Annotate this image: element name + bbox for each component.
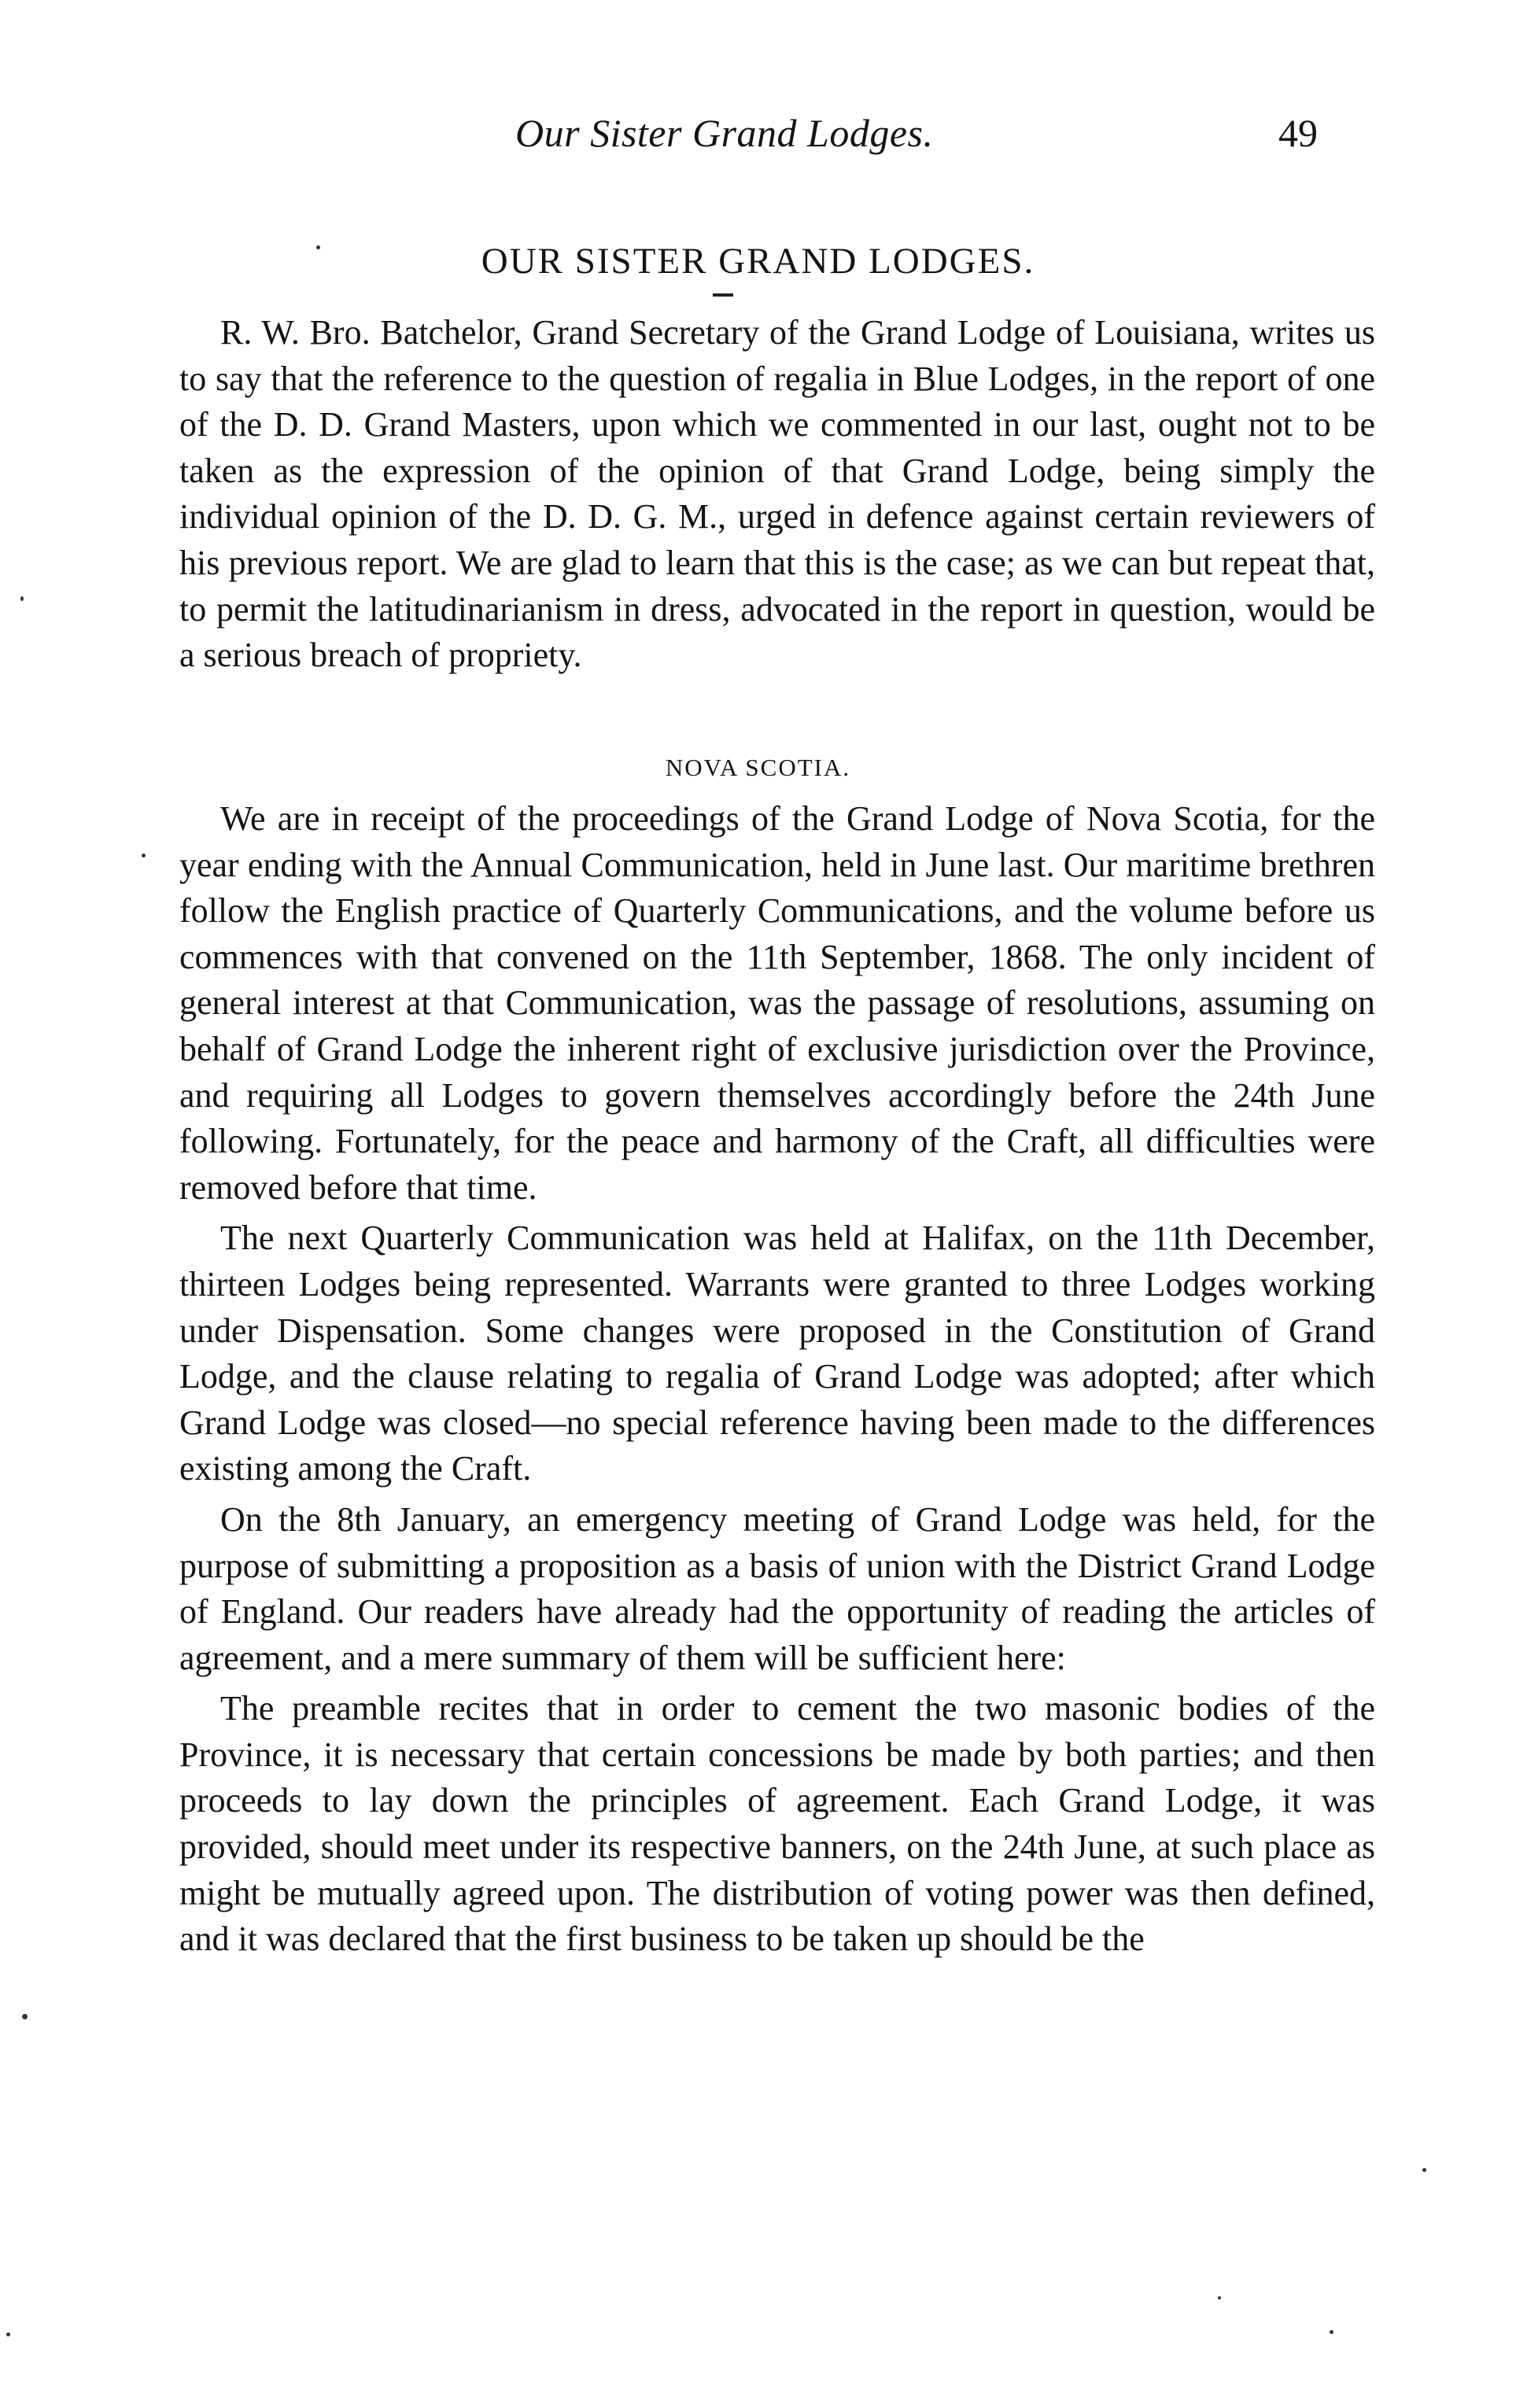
paragraph-3: On the 8th January, an emergency meeting of Grand Lodge was held, for the purpose of submitting a proposition as a basis of union with the District Grand Lodge of England. Our readers have already had the opportunity of reading the articles of agreement, and a mere summary of them will be sufficient here:	[179, 1499, 1375, 1677]
running-head: Our Sister Grand Lodges.	[515, 111, 934, 155]
paragraph-1: We are in receipt of the proceedings of the Grand Lodge of Nova Scotia, for the year ending with the Annual Communication, held in June last. Our maritime brethren follow the English practice of Quarterly Communications, and the volume before us commences with that convened on the 11th September, 1868. The only incident of general interest at that Communication, was the passage of resolutions, assuming on behalf of Grand Lodge the inherent right of exclusive jurisdiction over the Province, and requiring all Lodges to govern themselves accordingly before the 24th June following. Fortunately, for the peace and harmony of the Craft, all difficulties were removed before that time.	[179, 799, 1375, 1207]
scan-speck	[1218, 2296, 1221, 2299]
intro-section	[179, 310, 1375, 679]
scan-speck	[6, 2332, 10, 2336]
scan-speck	[1422, 2168, 1426, 2172]
scan-speck	[142, 854, 146, 857]
scan-speck	[316, 245, 320, 249]
page-number: 49	[1278, 111, 1318, 155]
paragraph-4: The preamble recites that in order to cement the two masonic bodies of the Province, it is necessary that certain concessions be made by both parties; and then proceeds to lay down the principles of agreement. Each Grand Lodge, it was provided, should meet under its respective banners, on the 24th June, at such place as might be mutually agreed upon. The distribution of voting power was then defined, and it was declared that the first business to be taken up should be the	[179, 1689, 1375, 1959]
intro-paragraph: R. W. Bro. Batchelor, Grand Secretary of the Grand Lodge of Louisiana, writes us to say that the reference to the question of regalia in Blue Lodges, in the report of one of the D. D. Grand Masters, upon which we commented in our last, ought not to be taken as the expression of the opinion of that Grand Lodge, being simply the individual opinion of the D. D. G. M., urged in defence against certain reviewers of his previous report. We are glad to learn that this is the case; as we can but repeat that, to permit the latitudinarianism in dress, advocated in the report in question, would be a serious breach of propriety.	[179, 313, 1375, 675]
section-heading: NOVA SCOTIA.	[665, 754, 851, 781]
paragraph-2: The next Quarterly Communication was held at Halifax, on the 11th December, thirteen Lodges being represented. Warrants were granted to three Lodges working under Dispensation. Some changes were proposed in the Constitution of Grand Lodge, and the clause relating to regalia of Grand Lodge was adopted; after which Grand Lodge was closed—no special reference having been made to the differences existing among the Craft.	[179, 1219, 1375, 1488]
scan-speck	[22, 2014, 28, 2019]
scan-speck	[20, 596, 24, 601]
title-rule	[713, 293, 733, 297]
scan-speck	[1330, 2330, 1333, 2334]
article-title: OUR SISTER GRAND LODGES.	[481, 241, 1035, 282]
nova-scotia-section	[179, 796, 1375, 1963]
